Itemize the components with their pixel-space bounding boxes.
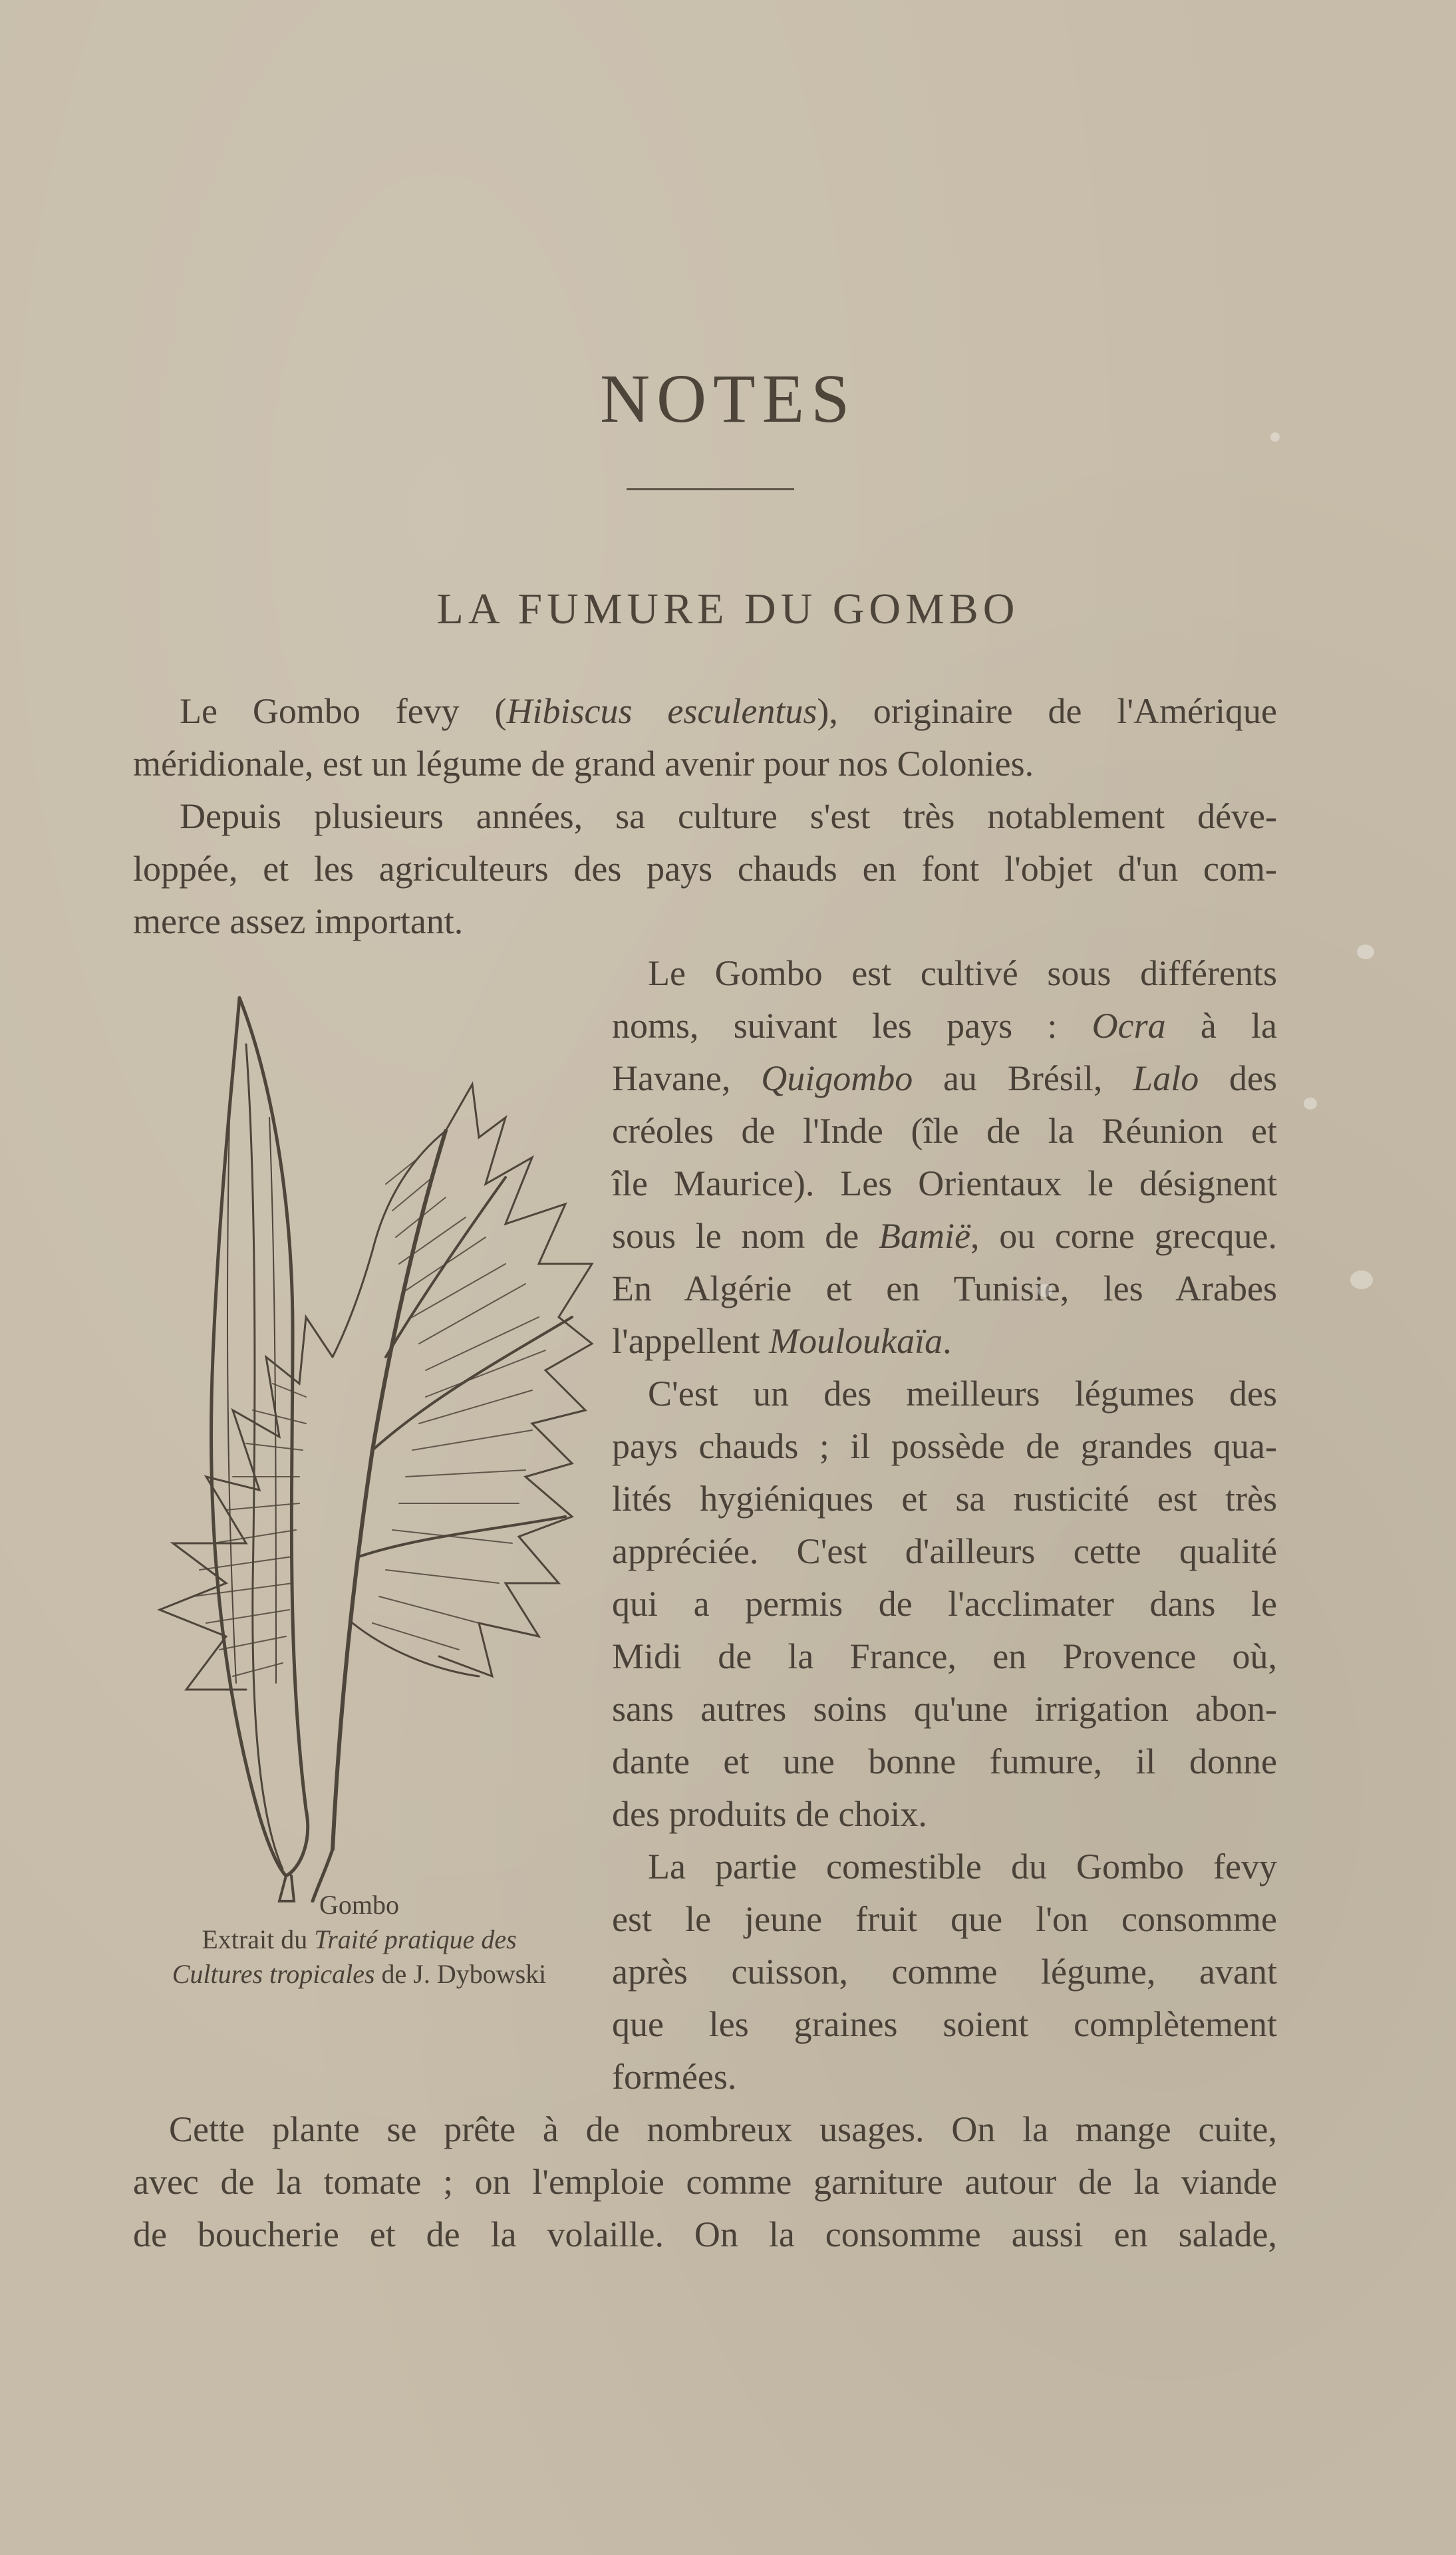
paragraph-2-line-1: Depuis plusieurs années, sa culture s'est très notablement déve- xyxy=(180,796,1277,836)
paragraph-3-line-1: Le Gombo est cultivé sous différents xyxy=(648,953,1277,993)
paragraph-3-line-4: créoles de l'Inde (île de la Réunion et xyxy=(612,1111,1277,1151)
text-run: des xyxy=(1199,1058,1278,1098)
okra-leaf xyxy=(160,1084,592,1849)
paragraph-4-line-2: pays chauds ; il possède de grandes qua- xyxy=(612,1426,1277,1466)
paragraph-4-line-6: Midi de la France, en Provence où, xyxy=(612,1636,1277,1676)
paragraph-6-line-3: de boucherie et de la volaille. On la consomme aussi en salade, xyxy=(133,2214,1277,2254)
paragraph-2-line-3: merce assez important. xyxy=(133,901,464,941)
caption-line-2 xyxy=(120,1922,599,1957)
paragraph-4-line-7: sans autres soins qu'une irrigation abon- xyxy=(612,1689,1277,1729)
paragraph-5-line-3: après cuisson, comme légume, avant xyxy=(612,1952,1277,1992)
paper-speck xyxy=(1270,432,1280,442)
paragraph-5-line-1: La partie comestible du Gombo fevy xyxy=(648,1847,1277,1886)
paragraph-3-line-8 xyxy=(612,1315,1277,1368)
paragraph-6-line-1: Cette plante se prête à de nombreux usages. On la mange cuite, xyxy=(169,2109,1277,2149)
paper-speck xyxy=(1038,1284,1052,1297)
latin-name: Hibiscus esculentus xyxy=(506,691,817,731)
text-run: , ou corne grecque. xyxy=(970,1216,1277,1256)
paragraph-3-line-2 xyxy=(612,1000,1277,1052)
page-heading: NOTES xyxy=(599,361,857,437)
paragraph-3-line-3 xyxy=(612,1052,1277,1105)
text-run: à la xyxy=(1165,1006,1277,1046)
paragraph-6-line-2: avec de la tomate ; on l'emploie comme garniture autour de la viande xyxy=(133,2162,1277,2202)
paragraph-1 xyxy=(133,685,1277,790)
text-run: de J. Dybowski xyxy=(374,1959,547,1989)
paragraph-4-line-5: qui a permis de l'acclimater dans le xyxy=(612,1584,1277,1624)
text-run: Havane, xyxy=(612,1058,762,1098)
paragraph-4-line-4: appréciée. C'est d'ailleurs cette qualité xyxy=(612,1531,1277,1571)
text-run: Extrait du xyxy=(202,1924,315,1954)
paragraph-4-line-8: dante et une bonne fumure, il donne xyxy=(612,1741,1277,1781)
paragraph-5-line-5: formées. xyxy=(612,2057,737,2097)
book-title: Traité pratique des xyxy=(314,1924,517,1954)
paragraph-1-line-2: méridionale, est un légume de grand avenir pour nos Colonies. xyxy=(133,744,1034,784)
text-run: ), originaire de l'Amérique xyxy=(817,691,1278,731)
caption-title: Gombo xyxy=(319,1890,399,1920)
plant-name: Ocra xyxy=(1092,1006,1166,1046)
paragraph-4-line-1: C'est un des meilleurs légumes des xyxy=(648,1374,1277,1414)
plant-name: Mouloukaïa xyxy=(769,1321,943,1361)
paragraph-2 xyxy=(133,790,1277,948)
paragraph-4 xyxy=(612,1368,1277,1841)
paper-speck xyxy=(1357,945,1374,959)
figure-caption xyxy=(120,1888,599,1992)
text-run: . xyxy=(943,1321,952,1361)
paragraph-5 xyxy=(612,1841,1277,2103)
paragraph-3-line-7: En Algérie et en Tunisie, les Arabes xyxy=(612,1269,1277,1308)
paragraph-5-line-4: que les graines soient complètement xyxy=(612,2004,1277,2044)
paragraph-4-line-3: lités hygiéniques et sa rusticité est très xyxy=(612,1479,1277,1519)
section-title: LA FUMURE DU GOMBO xyxy=(436,585,1020,633)
caption-line-3 xyxy=(120,1957,599,1992)
paper-speck xyxy=(1304,1098,1317,1110)
paragraph-3-line-6 xyxy=(612,1210,1277,1263)
text-run: noms, suivant les pays : xyxy=(612,1006,1092,1046)
book-title: Cultures tropicales xyxy=(172,1959,375,1989)
paragraph-6 xyxy=(133,2103,1277,2261)
paper-speck xyxy=(1350,1271,1373,1289)
paragraph-1-line-1 xyxy=(133,685,1277,738)
plant-name: Lalo xyxy=(1133,1058,1199,1098)
okra-illustration xyxy=(133,984,599,1902)
text-run: l'appellent xyxy=(612,1321,770,1361)
okra-pod xyxy=(212,998,308,1901)
text-run: au Brésil, xyxy=(913,1058,1133,1098)
plant-name: Quigombo xyxy=(761,1058,913,1098)
paragraph-3 xyxy=(612,947,1277,1368)
paragraph-5-line-2: est le jeune fruit que l'on consomme xyxy=(612,1899,1277,1939)
plant-name: Bamië xyxy=(878,1216,970,1256)
paragraph-3-line-5: île Maurice). Les Orientaux le désignent xyxy=(612,1163,1277,1203)
text-run: sous le nom de xyxy=(612,1216,879,1256)
paragraph-2-line-2: loppée, et les agriculteurs des pays chauds en font l'objet d'un com- xyxy=(133,849,1277,889)
heading-divider xyxy=(627,488,794,490)
text-run: Le Gombo fevy ( xyxy=(180,691,507,731)
paragraph-4-line-9: des produits de choix. xyxy=(612,1794,927,1834)
